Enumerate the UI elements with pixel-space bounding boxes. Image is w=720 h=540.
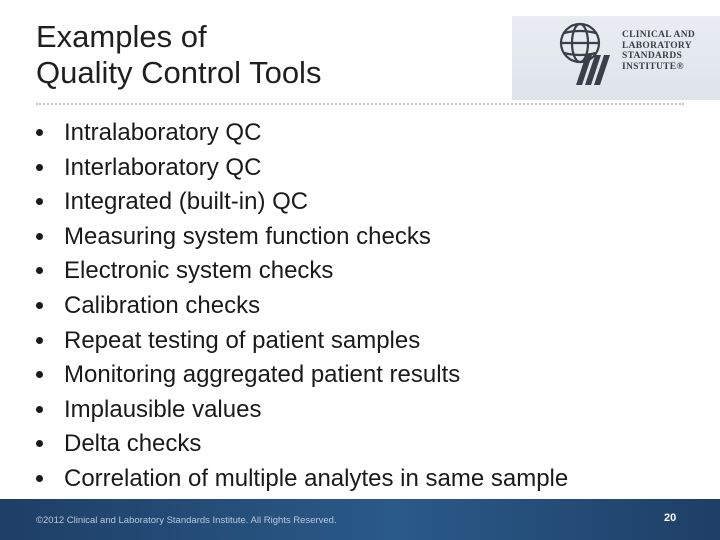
bullet-dot-icon	[36, 475, 43, 482]
bullet-dot-icon	[36, 337, 43, 344]
bullet-text: Correlation of multiple analytes in same sample	[64, 464, 569, 492]
copyright-notice: ©2012 Clinical and Laboratory Standards Institute. All Rights Reserved.	[36, 515, 337, 526]
slide-title	[36, 19, 516, 91]
bullet-dot-icon	[36, 129, 43, 136]
title-divider	[36, 103, 684, 105]
bullet-text: Integrated (built-in) QC	[64, 188, 309, 216]
bullet-dot-icon	[36, 233, 43, 240]
bullet-text: Implausible values	[64, 395, 262, 423]
bullet-dot-icon	[36, 371, 43, 378]
footer-bar	[0, 499, 720, 540]
logo-line-1: CLINICAL AND	[622, 30, 696, 40]
bullet-dot-icon	[36, 164, 43, 171]
globe-icon	[552, 19, 612, 89]
logo-line-3: STANDARDS	[622, 51, 683, 61]
bullet-text: Electronic system checks	[64, 257, 334, 285]
bullet-text: Calibration checks	[64, 291, 261, 319]
logo-line-2: LABORATORY	[622, 40, 692, 51]
bullet-text: Monitoring aggregated patient results	[64, 361, 461, 389]
bullet-dot-icon	[36, 302, 43, 309]
bullet-dot-icon	[36, 198, 43, 205]
bullet-dot-icon	[36, 406, 43, 413]
title-line-2: Quality Control Tools	[36, 55, 322, 90]
page-number: 20	[664, 512, 677, 524]
bullet-text: Intralaboratory QC	[64, 119, 262, 146]
bullet-text: Repeat testing of patient samples	[64, 326, 421, 354]
bullet-text: Measuring system function checks	[64, 222, 431, 250]
bullet-dot-icon	[36, 267, 43, 274]
title-line-1: Examples of	[36, 19, 207, 54]
bullet-dot-icon	[36, 440, 43, 447]
logo-line-4: INSTITUTE®	[622, 61, 684, 72]
bullet-text: Interlaboratory QC	[64, 153, 262, 181]
logo-panel	[512, 16, 720, 100]
logo-wordmark	[622, 30, 718, 72]
bullet-text: Delta checks	[64, 430, 202, 458]
